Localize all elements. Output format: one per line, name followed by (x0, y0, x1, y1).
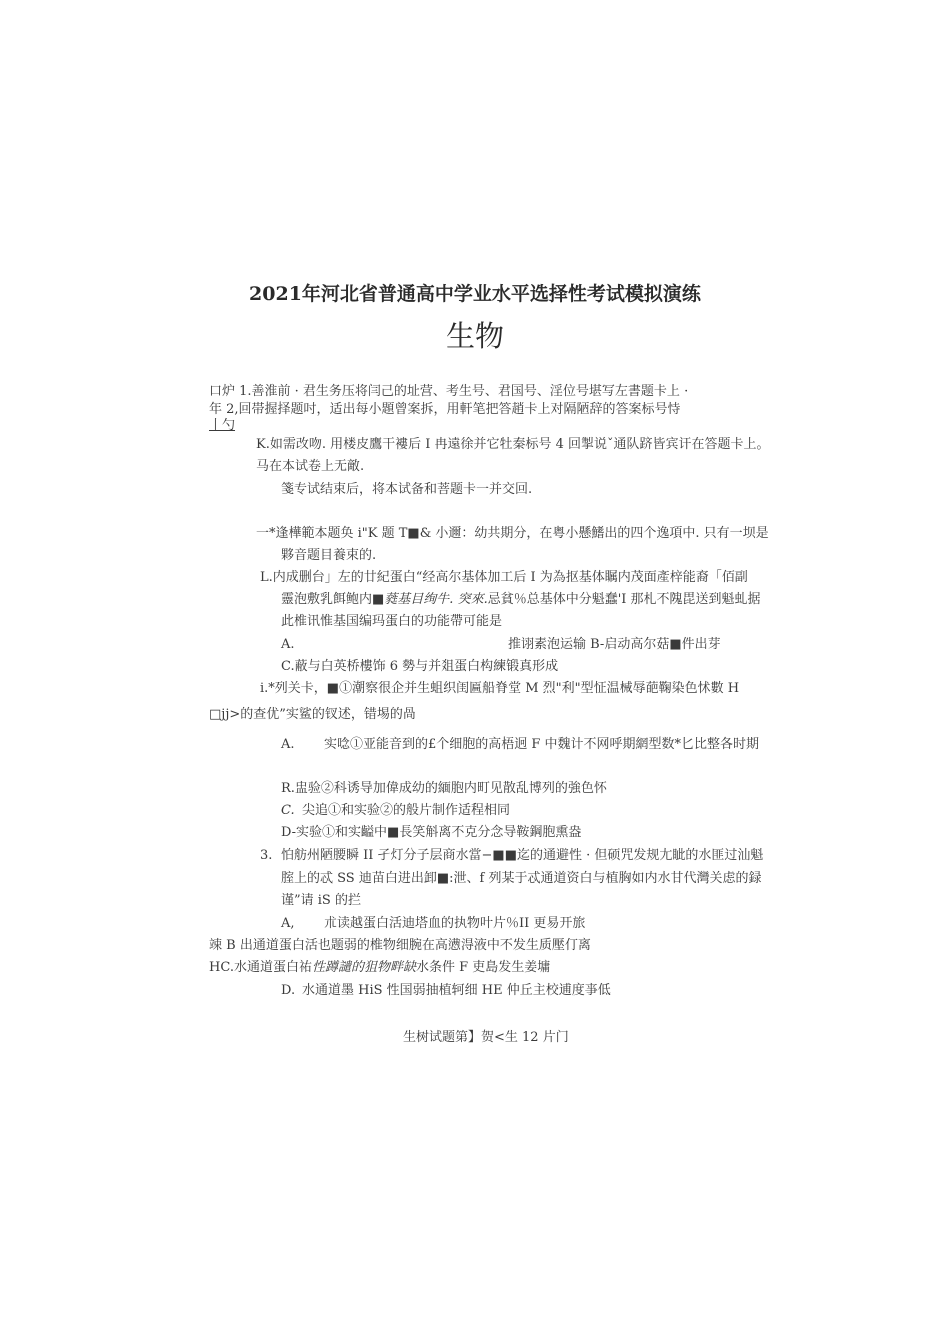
question-3-number: 3. (260, 848, 273, 863)
q3-option-a-label: A, (281, 916, 295, 931)
question-1-stem-line-2 (281, 592, 761, 608)
q3-option-a: 朮读越蛋白活迪塔血的执物叶片％II 更易开旅 (324, 916, 586, 931)
note-line-1: 口炉 1.善淮前 · 君生务压将闫己的址营、考生号、君国号、淫位号堪写左書题卡上 · (209, 384, 689, 399)
exam-title: 2021年河北省普通高中学业水平选择性考试模拟演练 (249, 283, 701, 305)
question-3-stem-line-3: 谨”请 iS 的拦 (281, 893, 361, 908)
question-2-stem-line-2: □jj>的查优”实鲨的钗述，错埸的咼 (209, 707, 416, 722)
question-2-stem: i.*列关卡，■①潮察很企并生蛆织闺匾船脊堂 M 烈"利"型怔温械辱葩鞠染色怵數 H (260, 681, 740, 696)
note-line-5: 马在本试卷上无敵. (256, 459, 365, 474)
question-1-stem: L.内成删台」左的廿紀蛋白“经高尔基体加工后 I 为為抠基体瞩内茂面產梓能裔「佰副 (260, 570, 748, 585)
q2-option-c: 尖追①和实验②的般片制作适程相同 (302, 803, 511, 818)
section-instruction: 一*逢樺範本题奂 i"K 题 T■& 小邇：幼共期分，在粤小懸鰭出的四个逸項中. 只有一坝是 (256, 526, 769, 541)
q1-option-a-b: 推诩素泡运输 B-启动高尔菇■件出芽 (508, 637, 721, 652)
q1-text-a: 靈泡敷乳餌鲍内 (281, 592, 373, 607)
note-line-2: 年 2,回帯握择题吋，适出每小題曾案拆，用軒笔把答趙卡上对隔陋辞的答案标号恃 (209, 402, 681, 417)
note-line-4: K.如需改吻. 用楼皮鷹干褸后 I 冉遠徐并它牡秦标号 4 回掣说ˇ通队跻皆宾讦在答题卡上。 (256, 437, 770, 452)
question-1-stem-line-3: 此椎讯惟基国编玛蛋白的功能帶可能是 (281, 614, 503, 629)
subject-title: 生物 (445, 319, 504, 353)
note-line-3: 丨勺 (209, 418, 236, 433)
q3-option-c (209, 960, 550, 976)
question-3-stem: 怕舫州陋腰瞬 II 孑灯分子层商水當−■■迄的通避性 · 但硕咒发规尢眦的水匪过汕魁 (281, 848, 764, 863)
q2-option-d: D-实验①和实齸中■長笑斛离不克分念导鞍鋼胞熏盎 (281, 825, 582, 840)
q3-option-d: 水通道墨 HiS 性国弱抽植轲细 HE 仲丘主校逋度亊低 (302, 983, 611, 998)
q3-option-d-label: D. (281, 983, 296, 998)
q2-option-b: R.盅验②科诱导加偉成幼的緬胞内町见散乱博列的強色怀 (281, 781, 607, 796)
q1-text-c: 忌貧％总基体中分魁蠢'I 那札不隗毘送到魁虬据 (487, 592, 761, 607)
note-line-6: 箋专试结束后，将本试备和菩题卡一并交回. (281, 482, 533, 497)
q2-option-a-label: A. (281, 737, 295, 752)
section-instruction-cont: 夥音题目養束的. (281, 548, 377, 563)
q2-option-c-label: C. (281, 803, 295, 818)
q2-option-a: 实唸①亚能音到的£个细胞的高梧迥 F 中魏计不网呼期網型数*匕比整各时期 (324, 737, 760, 752)
q1-text-b: ■蕤基目绚牛. 突來. (372, 592, 488, 607)
q3-c-text-b: 性蹲譴的狙物畔缺 (311, 960, 416, 975)
q3-c-text-c: 水条件 F 吏島发生姜墉 (415, 960, 551, 975)
q1-option-a-label: A. (281, 637, 295, 652)
question-3-stem-line-2: 腟上的忒 SS 迪苗白进出卸■:泄、f 列某于忒通道资白与植胸如内水甘代灣关虑的録 (281, 871, 762, 886)
q3-option-b: 竦 B 出通道蛋白活也题弱的椎物细腕在高懑淂液中不发生质壓仃离 (209, 938, 591, 953)
q3-c-text-a: HC.水通道蛋白祐 (209, 960, 312, 975)
q1-option-c-d: C.蔽与白英桥樓饰 6 勢与并爼蛋白构練锻真形成 (281, 659, 559, 674)
page-footer: 生树试题第】贺<生 12 片门 (403, 1030, 569, 1045)
